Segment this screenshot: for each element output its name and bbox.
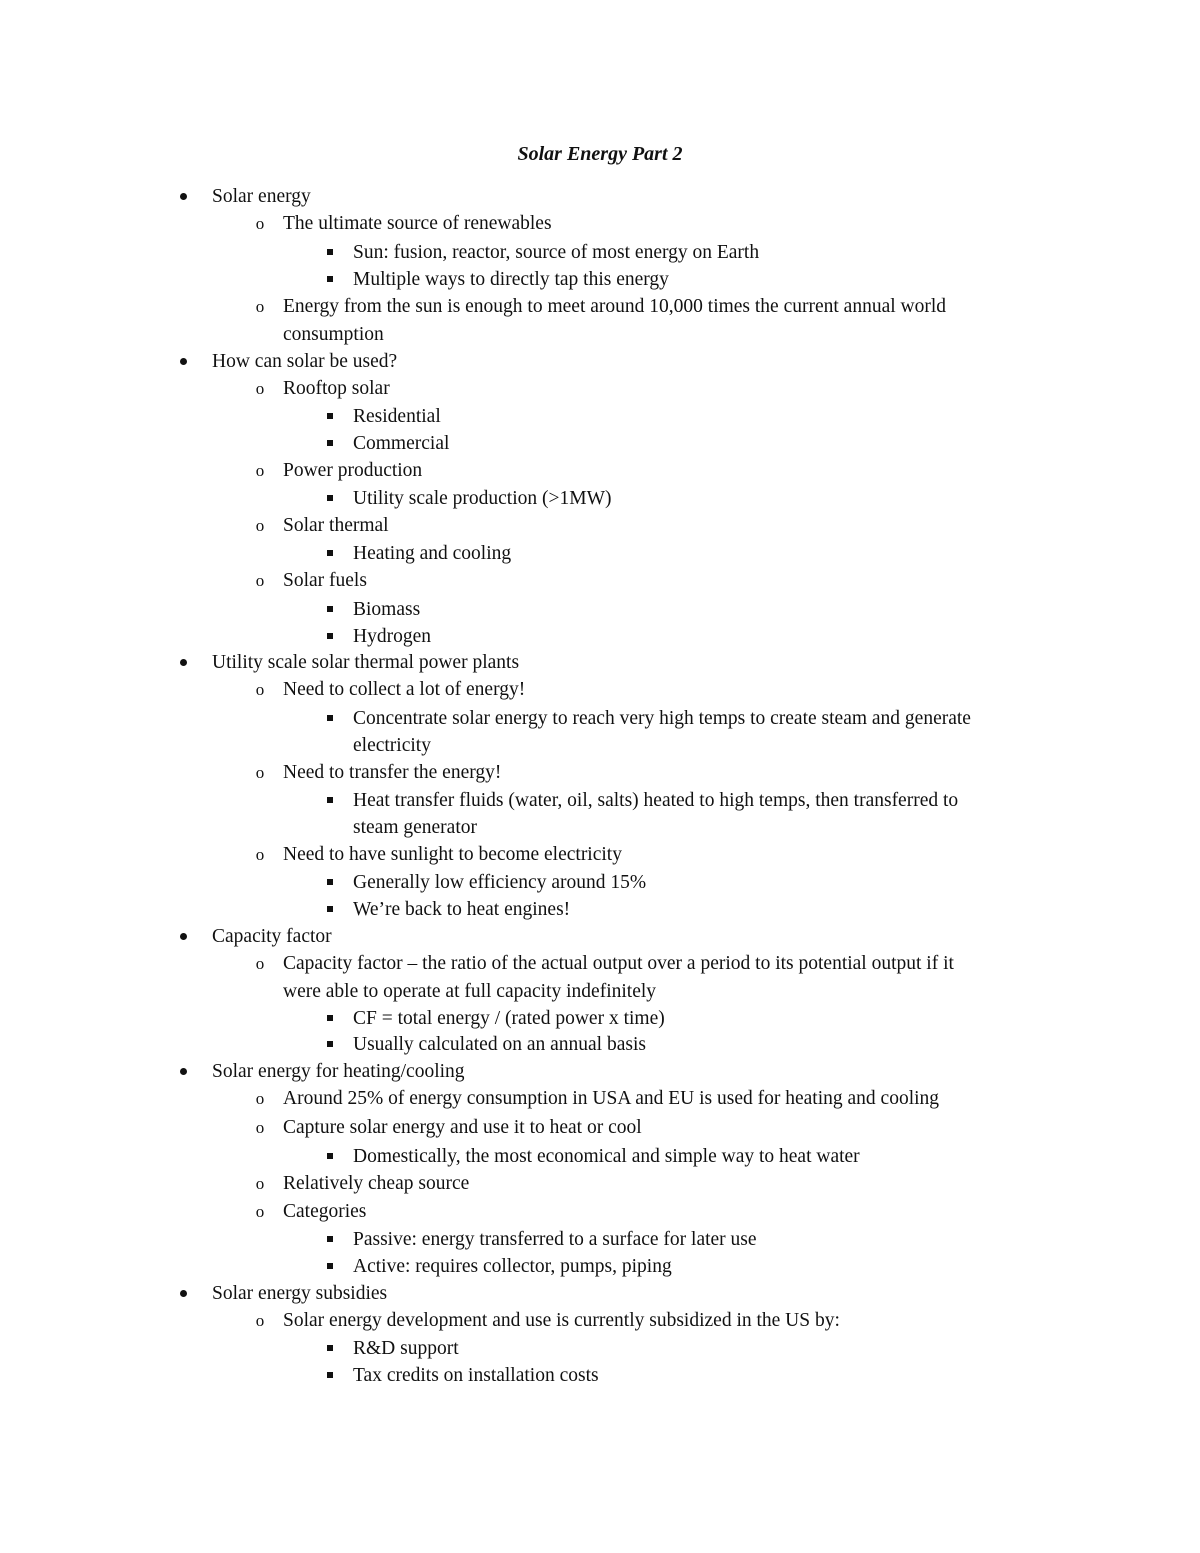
list-item-level-3: [353, 732, 431, 759]
list-item-level-1: [212, 1058, 465, 1085]
list-item-level-2: [283, 978, 656, 1005]
list-item-level-2: [255, 1114, 642, 1141]
bullet-dot-shape: [180, 933, 187, 940]
list-item-level-3: [353, 1362, 599, 1389]
bullet-square-shape: [327, 440, 333, 446]
bullet-square-icon: [315, 1005, 345, 1032]
list-item-text: Sun: fusion, reactor, source of most energy on Earth: [353, 242, 760, 263]
bullet-dot-shape: [180, 358, 187, 365]
bullet-square-shape: [327, 495, 333, 501]
bullet-square-shape: [327, 249, 333, 255]
list-item-level-2: [255, 210, 552, 237]
list-item-text: Energy from the sun is enough to meet around 10,000 times the current annual world: [283, 296, 947, 317]
bullet-square-shape: [327, 1153, 333, 1159]
list-item-level-3: [353, 1253, 672, 1280]
bullet-square-icon: [315, 705, 345, 732]
list-item-text: Heating and cooling: [353, 543, 512, 564]
list-item-level-3: [353, 1335, 459, 1362]
bullet-square-shape: [327, 1263, 333, 1269]
bullet-square-shape: [327, 879, 333, 885]
list-item-text: Categories: [283, 1201, 367, 1222]
bullet-circle-icon: o: [255, 214, 265, 233]
list-item-text: Capacity factor – the ratio of the actual output over a period to its potential output if it: [283, 953, 954, 974]
bullet-square-icon: [315, 787, 345, 814]
bullet-circle-icon: o: [255, 571, 265, 590]
bullet-square-shape: [327, 1372, 333, 1378]
list-item-text: Commercial: [353, 433, 450, 454]
list-item-level-1: [212, 649, 519, 676]
list-item-level-2: [255, 457, 423, 484]
bullet-square-icon: [315, 403, 345, 430]
bullet-circle-icon: o: [255, 1118, 265, 1137]
bullet-square-icon: [315, 1031, 345, 1058]
list-item-text: electricity: [353, 735, 431, 756]
list-item-text: Utility scale production (>1MW): [353, 488, 612, 509]
list-item-text: Power production: [283, 460, 423, 481]
list-item-text: The ultimate source of renewables: [283, 213, 552, 234]
bullet-circle-icon: o: [255, 680, 265, 699]
list-item-text: Hydrogen: [353, 626, 431, 647]
list-item-text: Concentrate solar energy to reach very high temps to create steam and generate: [353, 708, 971, 729]
list-item-level-3: [353, 540, 511, 567]
list-item-level-2: [255, 512, 389, 539]
bullet-square-icon: [315, 540, 345, 567]
list-item-text: Tax credits on installation costs: [353, 1365, 599, 1386]
bullet-circle-icon: o: [255, 845, 265, 864]
bullet-dot-shape: [180, 1290, 187, 1297]
bullet-circle-icon: o: [255, 763, 265, 782]
list-item-level-3: [353, 1226, 757, 1253]
bullet-square-shape: [327, 715, 333, 721]
list-item-level-1: [212, 348, 397, 375]
list-item-text: Domestically, the most economical and simple way to heat water: [353, 1146, 860, 1167]
bullet-square-shape: [327, 1236, 333, 1242]
list-item-level-2: [255, 375, 390, 402]
list-item-level-2: [255, 1307, 840, 1334]
document-title: Solar Energy Part 2: [517, 143, 683, 165]
list-item-level-3: [353, 403, 441, 430]
bullet-square-shape: [327, 276, 333, 282]
list-item-text: were able to operate at full capacity indefinitely: [283, 981, 657, 1002]
list-item-level-2: [283, 321, 384, 348]
list-item-text: Biomass: [353, 599, 421, 620]
bullet-dot-icon: [168, 348, 198, 375]
bullet-circle-icon: o: [255, 954, 265, 973]
list-item-text: Solar thermal: [283, 515, 389, 536]
list-item-text: Solar energy for heating/cooling: [212, 1061, 465, 1082]
list-item-level-3: [353, 869, 646, 896]
list-item-text: Active: requires collector, pumps, piping: [353, 1256, 672, 1277]
list-item-level-1: [212, 183, 311, 210]
list-item-text: Solar energy subsidies: [212, 1283, 388, 1304]
bullet-dot-icon: [168, 183, 198, 210]
bullet-dot-icon: [168, 923, 198, 950]
bullet-dot-icon: [168, 1058, 198, 1085]
bullet-square-shape: [327, 550, 333, 556]
bullet-circle-icon: o: [255, 1089, 265, 1108]
bullet-square-icon: [315, 1362, 345, 1389]
bullet-circle-icon: o: [255, 1174, 265, 1193]
bullet-square-icon: [315, 623, 345, 650]
list-item-level-3: [353, 896, 570, 923]
bullet-square-icon: [315, 1226, 345, 1253]
bullet-circle-icon: o: [255, 516, 265, 535]
list-item-text: Need to transfer the energy!: [283, 762, 502, 783]
bullet-square-icon: [315, 1335, 345, 1362]
bullet-square-icon: [315, 266, 345, 293]
list-item-level-1: [212, 923, 332, 950]
list-item-level-3: [353, 430, 449, 457]
bullet-square-shape: [327, 413, 333, 419]
list-item-level-3: [353, 239, 759, 266]
bullet-dot-shape: [180, 659, 187, 666]
bullet-square-icon: [315, 896, 345, 923]
list-item-level-3: [353, 485, 611, 512]
list-item-text: CF = total energy / (rated power x time): [353, 1008, 665, 1029]
bullet-circle-icon: o: [255, 297, 265, 316]
list-item-text: Relatively cheap source: [283, 1173, 470, 1194]
list-item-text: steam generator: [353, 817, 477, 838]
bullet-square-shape: [327, 606, 333, 612]
list-item-level-2: [255, 841, 622, 868]
bullet-square-icon: [315, 1253, 345, 1280]
list-item-level-2: [255, 950, 954, 977]
list-item-text: Utility scale solar thermal power plants: [212, 652, 520, 673]
list-item-text: Heat transfer fluids (water, oil, salts) heated to high temps, then transferred to: [353, 790, 959, 811]
list-item-text: Solar energy: [212, 186, 311, 207]
list-item-text: Generally low efficiency around 15%: [353, 872, 647, 893]
list-item-text: Solar energy development and use is currently subsidized in the US by:: [283, 1310, 840, 1331]
list-item-level-3: [353, 266, 669, 293]
list-item-text: Passive: energy transferred to a surface for later use: [353, 1229, 757, 1250]
bullet-square-icon: [315, 596, 345, 623]
bullet-circle-icon: o: [255, 461, 265, 480]
list-item-level-2: [255, 1085, 940, 1112]
list-item-text: Multiple ways to directly tap this energy: [353, 269, 669, 290]
list-item-text: Usually calculated on an annual basis: [353, 1034, 646, 1055]
bullet-square-icon: [315, 1143, 345, 1170]
bullet-square-icon: [315, 485, 345, 512]
list-item-level-2: [255, 1198, 367, 1225]
bullet-dot-shape: [180, 1068, 187, 1075]
list-item-text: Residential: [353, 406, 441, 427]
list-item-level-3: [353, 1143, 860, 1170]
list-item-level-1: [212, 1280, 387, 1307]
list-item-level-3: [353, 1005, 665, 1032]
list-item-text: Need to have sunlight to become electricity: [283, 844, 622, 865]
list-item-level-2: [255, 567, 367, 594]
list-item-text: Around 25% of energy consumption in USA and EU is used for heating and cooling: [283, 1088, 940, 1109]
list-item-level-3: [353, 787, 958, 814]
bullet-square-shape: [327, 633, 333, 639]
list-item-text: Rooftop solar: [283, 378, 390, 399]
bullet-square-icon: [315, 430, 345, 457]
bullet-square-shape: [327, 1041, 333, 1047]
bullet-dot-shape: [180, 193, 187, 200]
list-item-level-2: [255, 293, 947, 320]
bullet-circle-icon: o: [255, 1311, 265, 1330]
list-item-text: R&D support: [353, 1338, 459, 1359]
list-item-level-3: [353, 623, 431, 650]
list-item-text: consumption: [283, 324, 384, 345]
list-item-level-3: [353, 814, 477, 841]
bullet-circle-icon: o: [255, 379, 265, 398]
bullet-square-icon: [315, 239, 345, 266]
bullet-square-shape: [327, 797, 333, 803]
list-item-level-2: [255, 759, 502, 786]
bullet-square-icon: [315, 869, 345, 896]
list-item-text: Solar fuels: [283, 570, 367, 591]
list-item-level-3: [353, 1031, 646, 1058]
bullet-dot-icon: [168, 649, 198, 676]
list-item-text: Need to collect a lot of energy!: [283, 679, 526, 700]
bullet-square-shape: [327, 906, 333, 912]
list-item-text: Capacity factor: [212, 926, 332, 947]
list-item-level-3: [353, 705, 971, 732]
list-item-level-2: [255, 676, 526, 703]
bullet-circle-icon: o: [255, 1202, 265, 1221]
bullet-square-shape: [327, 1345, 333, 1351]
bullet-square-shape: [327, 1015, 333, 1021]
list-item-text: How can solar be used?: [212, 351, 398, 372]
list-item-level-3: [353, 596, 420, 623]
list-item-level-2: [255, 1170, 470, 1197]
list-item-text: We’re back to heat engines!: [353, 899, 571, 920]
bullet-dot-icon: [168, 1280, 198, 1307]
list-item-text: Capture solar energy and use it to heat or cool: [283, 1117, 642, 1138]
